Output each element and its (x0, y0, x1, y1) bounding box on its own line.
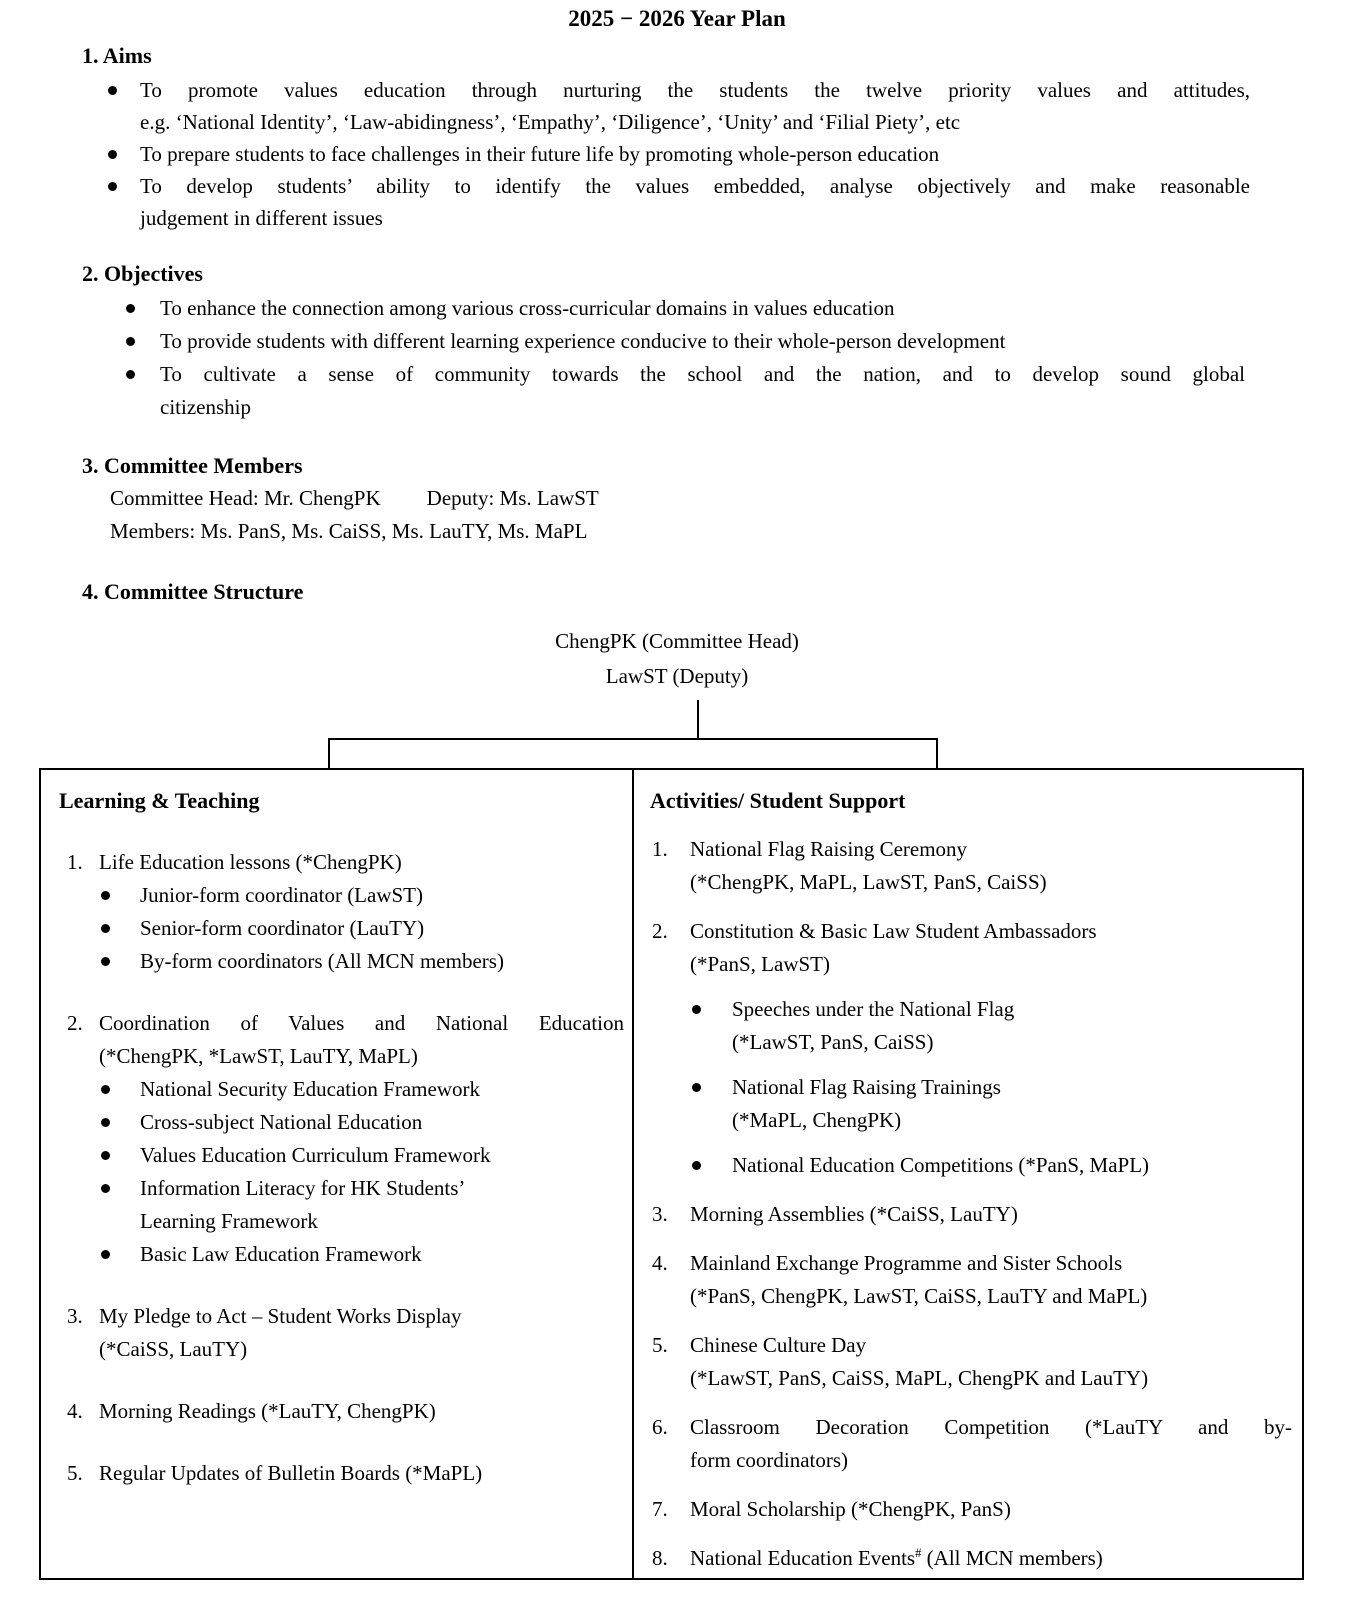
committee-head-label: Committee Head: Mr. ChengPK (110, 486, 381, 510)
item-number: 6. (652, 1415, 668, 1439)
item-number: 5. (652, 1333, 668, 1357)
numbered-item (652, 1411, 1292, 1477)
section-committee-structure (0, 578, 1354, 768)
item-line: Moral Scholarship (*ChengPK, PanS) (690, 1497, 1011, 1521)
numbered-item (652, 1247, 1292, 1313)
item-number: 2. (652, 919, 668, 943)
sub-bullet: Senior-form coordinator (LauTY) (99, 912, 624, 945)
hash-superscript: # (915, 1546, 922, 1560)
numbered-item (67, 1007, 624, 1271)
list-item-line: citizenship (160, 395, 251, 419)
sub-bullet (690, 993, 1292, 1059)
item-line: My Pledge to Act – Student Works Display (99, 1304, 462, 1328)
activities-student-support-header: Activities/ Student Support (650, 788, 906, 813)
connector-left-drop-line (328, 738, 330, 768)
connector-stem-line (697, 700, 699, 738)
connector-horizontal-line (328, 738, 938, 740)
item-line: (*ChengPK, MaPL, LawST, PanS, CaiSS) (690, 870, 1047, 894)
sub-bullet (690, 1071, 1292, 1137)
sub-bullet: Values Education Curriculum Framework (99, 1139, 624, 1172)
connector-right-drop-line (936, 738, 938, 768)
item-line: Life Education lessons (*ChengPK) (99, 850, 402, 874)
org-chart-head-node: ChengPK (Committee Head) (555, 629, 799, 653)
item-number: 4. (67, 1399, 83, 1423)
list-item-line: To cultivate a sense of community towards the school and the nation, and to develop sound global (160, 362, 1245, 386)
item-number: 3. (652, 1202, 668, 1226)
item-number: 1. (652, 837, 668, 861)
section-heading-committee-members: 3. Committee Members (82, 453, 303, 478)
item-number: 2. (67, 1011, 83, 1035)
org-chart-root (0, 624, 1354, 694)
list-item (82, 170, 1250, 234)
sub-bullet-line: Learning Framework (140, 1209, 318, 1233)
list-item (82, 325, 1245, 358)
activities-student-support-cell (632, 770, 1302, 1578)
sub-bullet-line: Speeches under the National Flag (732, 997, 1015, 1021)
list-item-line: To provide students with different learning experience conducive to their whole-person development (160, 329, 1006, 353)
section-heading-objectives: 2. Objectives (82, 261, 203, 286)
list-item-line: judgement in different issues (140, 206, 383, 230)
list-item (82, 292, 1245, 325)
sub-bullet-line: National Flag Raising Trainings (732, 1075, 1001, 1099)
section-committee-members (0, 452, 1354, 548)
objectives-bullet-list (0, 292, 1245, 424)
list-item (82, 74, 1250, 138)
numbered-item (652, 1198, 1292, 1231)
org-chart-connectors (0, 694, 1354, 768)
item-number: 8. (652, 1546, 668, 1570)
deputy-label: Deputy: Ms. LawST (426, 486, 599, 510)
list-item-line: To promote values education through nurturing the students the twelve priority values and attitudes, (140, 78, 1250, 102)
item-line: (*PanS, ChengPK, LawST, CaiSS, LauTY and MaPL) (690, 1284, 1148, 1308)
numbered-item (652, 1329, 1292, 1395)
list-item-line: To develop students’ ability to identify the values embedded, analyse objectively and make reasonable (140, 174, 1250, 198)
item-line: form coordinators) (690, 1448, 849, 1472)
learning-teaching-cell (41, 770, 632, 1578)
item-line (690, 1542, 1292, 1575)
committee-head-line (110, 482, 1354, 515)
section-heading-aims: 1. Aims (82, 43, 152, 68)
committee-structure-table (39, 768, 1304, 1580)
list-item (82, 138, 1250, 170)
item-line: Morning Readings (*LauTY, ChengPK) (99, 1399, 436, 1423)
numbered-item (652, 1493, 1292, 1526)
sub-bullet: By-form coordinators (All MCN members) (99, 945, 624, 978)
item-text: (All MCN members) (921, 1546, 1103, 1570)
aims-bullet-list (0, 74, 1250, 234)
item-number: 7. (652, 1497, 668, 1521)
sub-bullet: Cross-subject National Education (99, 1106, 624, 1139)
numbered-item (67, 1395, 624, 1428)
numbered-item (652, 1542, 1292, 1575)
item-line: Morning Assemblies (*CaiSS, LauTY) (690, 1202, 1018, 1226)
list-item-line: To enhance the connection among various cross-curricular domains in values education (160, 296, 895, 320)
item-number: 3. (67, 1304, 83, 1328)
list-item-line: e.g. ‘National Identity’, ‘Law-abidingness’, ‘Empathy’, ‘Diligence’, ‘Unity’ and ‘Filial Piety’, etc (140, 110, 961, 134)
section-aims (0, 42, 1354, 234)
item-line: Coordination of Values and National Education (99, 1011, 624, 1035)
item-number: 1. (67, 850, 83, 874)
item-line: (*PanS, LawST) (690, 952, 830, 976)
sub-bullet: Basic Law Education Framework (99, 1238, 624, 1271)
numbered-item (652, 833, 1292, 899)
numbered-item (67, 1457, 624, 1490)
sub-bullet-line: Information Literacy for HK Students’ (140, 1176, 466, 1200)
sub-bullet: Junior-form coordinator (LawST) (99, 879, 624, 912)
numbered-item (67, 846, 624, 978)
item-line: (*LawST, PanS, CaiSS, MaPL, ChengPK and LauTY) (690, 1366, 1149, 1390)
item-line: (*ChengPK, *LawST, LauTY, MaPL) (99, 1044, 418, 1068)
org-chart-deputy-node: LawST (Deputy) (605, 664, 749, 688)
item-line: Mainland Exchange Programme and Sister Schools (690, 1251, 1123, 1275)
item-text: National Education Events (690, 1546, 916, 1570)
item-line: Classroom Decoration Competition (*LauTY and by- (690, 1415, 1292, 1439)
section-heading-committee-structure: 4. Committee Structure (82, 579, 304, 604)
section-objectives (0, 260, 1354, 424)
sub-bullet: National Security Education Framework (99, 1073, 624, 1106)
sub-bullet-line: (*MaPL, ChengPK) (732, 1108, 902, 1132)
item-line: Chinese Culture Day (690, 1333, 867, 1357)
numbered-item (652, 915, 1292, 1182)
item-line: Regular Updates of Bulletin Boards (*MaPL) (99, 1461, 483, 1485)
sub-bullet (99, 1172, 624, 1238)
page-title: 2025 − 2026 Year Plan (568, 6, 786, 31)
sub-bullet: National Education Competitions (*PanS, MaPL) (690, 1149, 1292, 1182)
sub-bullet-line: (*LawST, PanS, CaiSS) (732, 1030, 934, 1054)
numbered-item (67, 1300, 624, 1366)
list-item (82, 358, 1245, 424)
item-number: 4. (652, 1251, 668, 1275)
item-number: 5. (67, 1461, 83, 1485)
members-line: Members: Ms. PanS, Ms. CaiSS, Ms. LauTY, Ms. MaPL (110, 519, 588, 543)
item-line: (*CaiSS, LauTY) (99, 1337, 248, 1361)
item-line: Constitution & Basic Law Student Ambassadors (690, 919, 1097, 943)
learning-teaching-header: Learning & Teaching (59, 788, 260, 813)
item-line: National Flag Raising Ceremony (690, 837, 968, 861)
list-item-line: To prepare students to face challenges in their future life by promoting whole-person education (140, 142, 940, 166)
